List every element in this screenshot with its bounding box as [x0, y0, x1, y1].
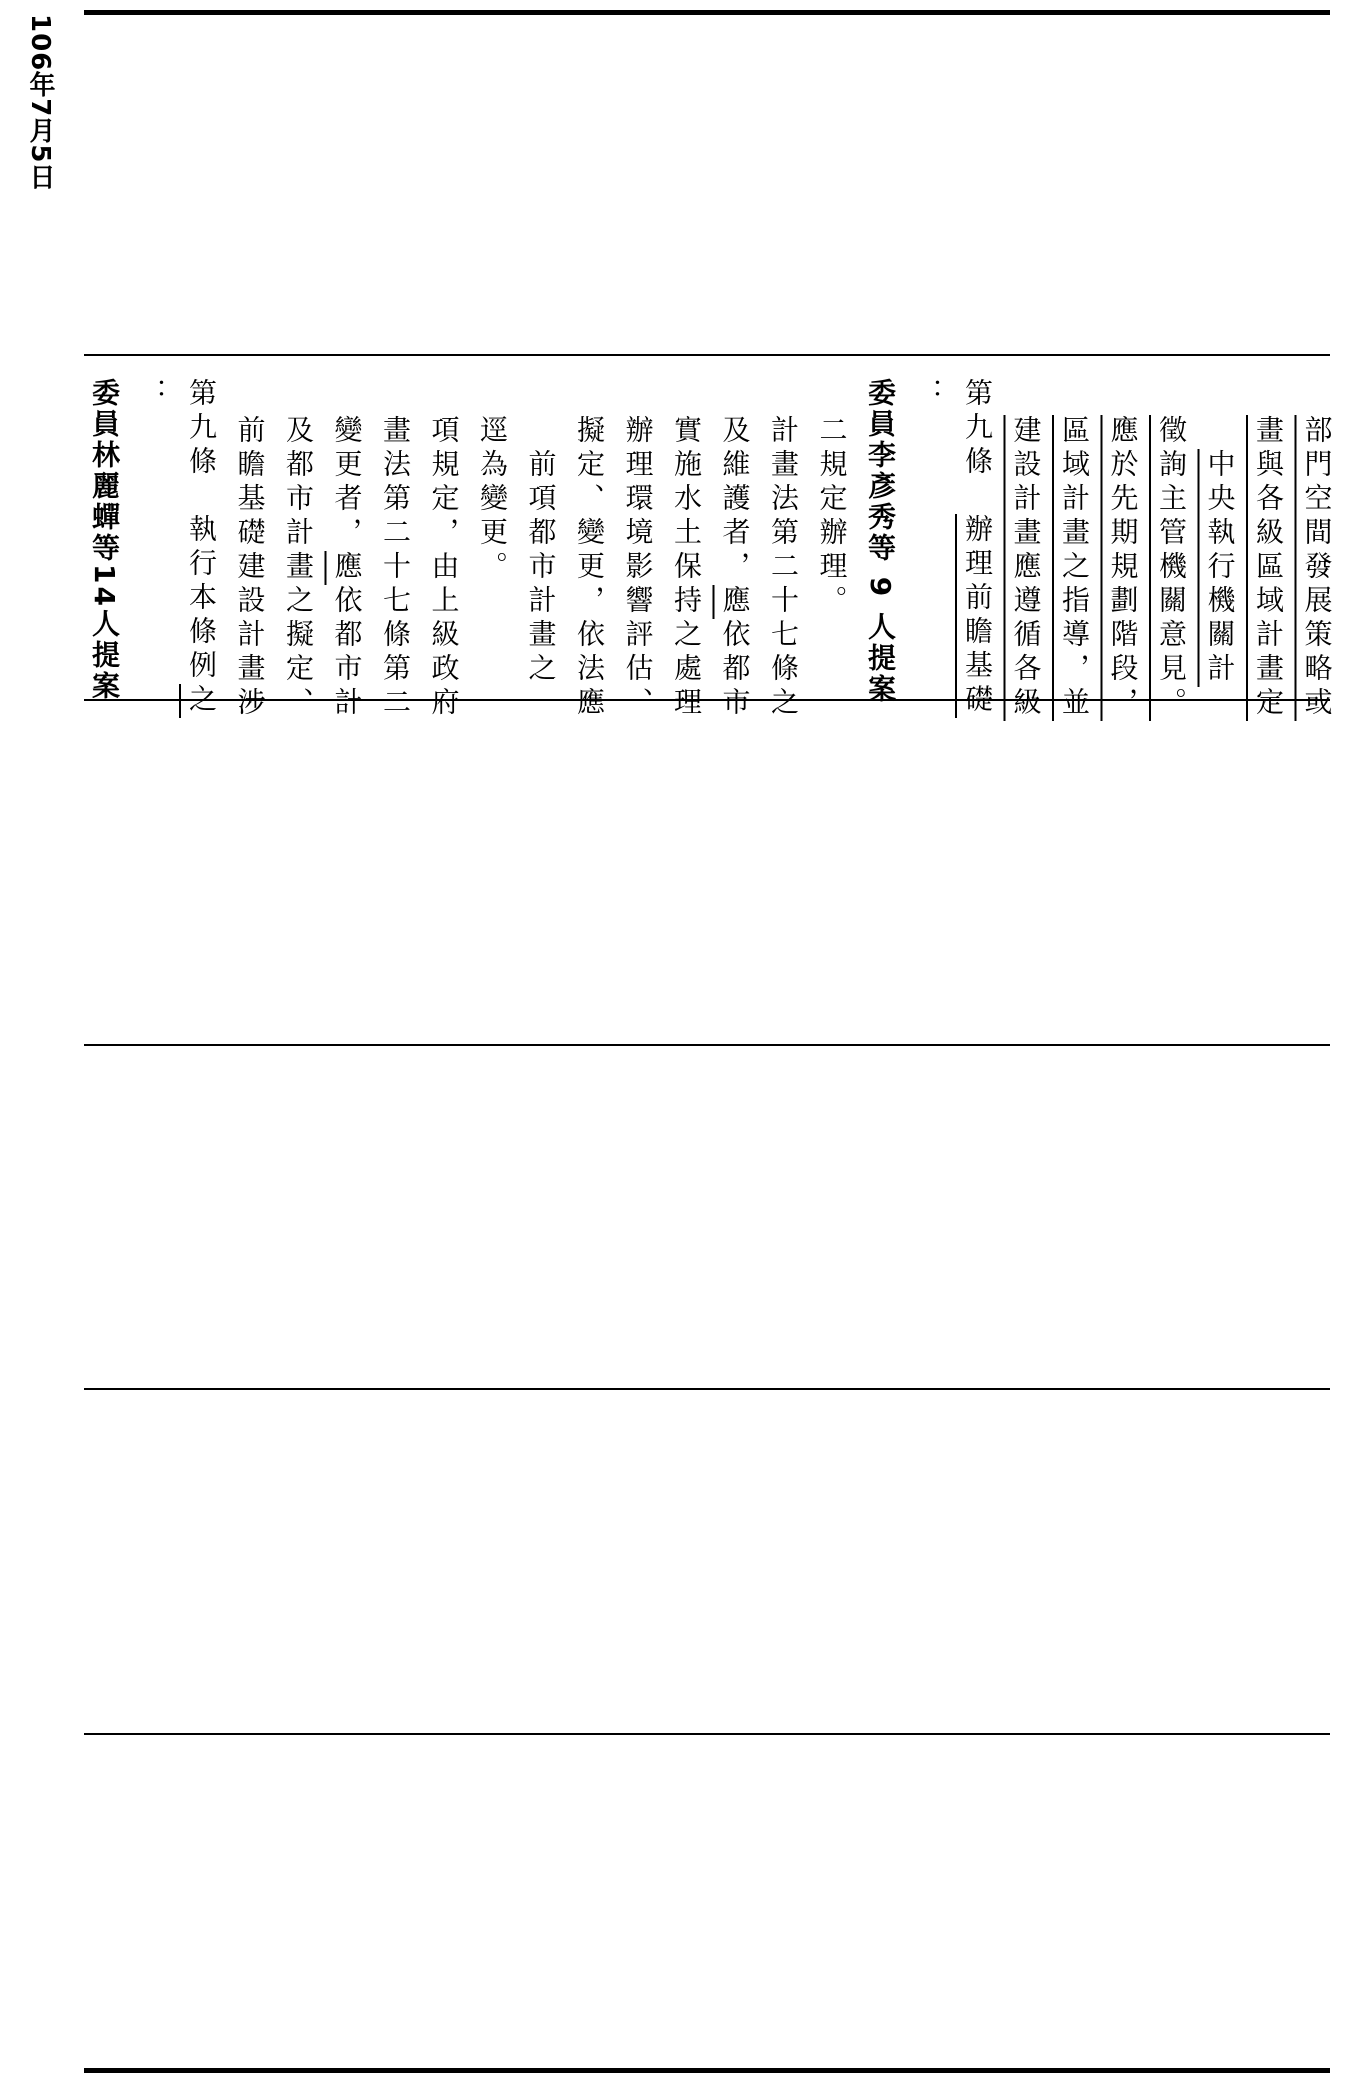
line-text: 變更者，: [330, 415, 364, 551]
line-text-underlined: 應: [718, 585, 752, 619]
article-line: [1252, 415, 1285, 721]
article-line: [185, 378, 218, 718]
article-label: 第九條: [185, 378, 218, 480]
line-text: 前項都市計畫之: [524, 415, 558, 687]
line-text-underlined: 應: [330, 551, 364, 585]
line-text-underlined: 辦理前瞻基礎: [961, 514, 994, 718]
top-border: [84, 10, 1330, 15]
article-line: [573, 415, 606, 721]
row-divider-1: [84, 354, 1330, 356]
proposer-heading: [864, 378, 897, 705]
proposer-colon: [912, 378, 946, 412]
line-text: 前瞻基礎建設計畫涉: [233, 415, 267, 721]
line-text: 辦理環境影響評估、: [621, 415, 655, 721]
proposer-heading: [88, 378, 121, 702]
proposer-name: 委員李彥秀等 9 人提案: [864, 378, 897, 705]
article-line: [1106, 415, 1140, 721]
page-date: 106年7月5日: [25, 14, 55, 191]
article-line: [427, 415, 461, 721]
line-text: 依都市計: [330, 585, 364, 721]
article-line: [282, 415, 315, 721]
line-text: 及都市計畫之擬定、: [282, 415, 315, 721]
line-text-underlined: 徵詢主管機關意見。: [1155, 415, 1188, 721]
line-text: 二規定辦理。: [815, 415, 849, 619]
row-divider-4: [84, 1388, 1330, 1390]
proposer-name: 委員林麗蟬等14人提案: [88, 378, 121, 702]
article-line: [670, 415, 703, 721]
article-line: [1155, 415, 1188, 721]
article-line: [1300, 415, 1334, 721]
article-line: [330, 415, 364, 721]
article-line: [379, 415, 412, 721]
bottom-border: [84, 2068, 1330, 2073]
line-text: [961, 480, 994, 514]
colon-mark: ：: [912, 378, 946, 412]
article-line: [233, 415, 267, 721]
article-line: [476, 415, 509, 585]
article-line: [718, 415, 752, 721]
line-text: 項規定，由上級政府: [427, 415, 461, 721]
line-text-underlined: 建設計畫應遵循各級: [1009, 415, 1043, 721]
row-divider-2: [84, 699, 1330, 701]
line-text-underlined: 區域計畫之指導，並: [1058, 415, 1091, 721]
line-text: [1204, 415, 1237, 449]
line-text: 擬定、變更，依法應: [573, 415, 606, 721]
line-text: 畫法第二十七條第二: [379, 415, 412, 721]
line-text: 執行本條例: [185, 480, 218, 684]
article-line: [524, 415, 558, 687]
line-text: 依都市: [718, 619, 752, 721]
line-text-underlined: 中央執行機關計: [1203, 449, 1237, 687]
proposer-colon: [136, 378, 170, 412]
article-line: [1009, 415, 1043, 721]
article-line: [961, 378, 994, 718]
article-line: [815, 415, 849, 619]
line-text-underlined: 應於先期規劃階段，: [1106, 415, 1140, 721]
row-divider-3: [84, 1044, 1330, 1046]
article-label: 第九條: [961, 378, 994, 480]
article-line: [1058, 415, 1091, 721]
colon-mark: ：: [136, 378, 170, 412]
article-line: [767, 415, 800, 721]
line-text-underlined: 之: [185, 684, 218, 718]
line-text: 逕為變更。: [476, 415, 509, 585]
line-text: 及維護者，: [718, 415, 752, 585]
line-text-underlined: 部門空間發展策略或: [1300, 415, 1334, 721]
row-divider-5: [84, 1733, 1330, 1735]
line-text-underlined: 畫與各級區域計畫定: [1252, 415, 1285, 721]
line-text: 實施水土保持之處理: [670, 415, 703, 721]
article-line: [621, 415, 655, 721]
line-text: 計畫法第二十七條之: [767, 415, 800, 721]
article-line: [1203, 415, 1237, 687]
